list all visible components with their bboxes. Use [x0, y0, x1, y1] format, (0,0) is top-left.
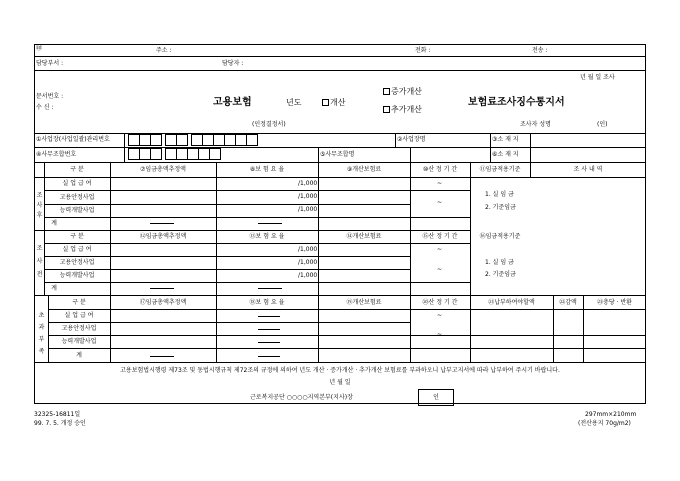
section-side-label: 족: [38, 348, 45, 355]
section-side-label: 과: [38, 324, 45, 331]
location-label: ③소 재 지: [492, 136, 519, 143]
col-header: 구 분: [70, 233, 84, 240]
divider: [395, 133, 396, 147]
col-header: ⑬보 험 요 율: [249, 233, 285, 240]
section-side-label: 사: [36, 202, 43, 209]
workplace-mgmt-no-label: ①사업장(사업일괄)관리번호: [36, 136, 110, 143]
divider: [410, 147, 411, 162]
divider: [44, 282, 470, 283]
survey-date: 년 월 일 조사: [580, 74, 615, 81]
divider: [48, 335, 646, 336]
row-label: 고용안정사업: [61, 325, 97, 332]
recipient-label: 수 신 :: [36, 104, 54, 111]
period-mark: ~: [437, 312, 443, 319]
divider: [48, 309, 646, 310]
period-mark: ~: [437, 266, 443, 273]
wage-standard-option: 2. 기준임금: [485, 271, 516, 278]
empty-cell-dash: [258, 329, 280, 330]
phone-label: 전화 :: [415, 47, 431, 54]
row-label: 능력개발사업: [59, 207, 95, 214]
col-header: ㉒감액: [559, 298, 577, 306]
col-header: ⑧보 험 요 율: [249, 166, 285, 173]
digit-box[interactable]: [150, 134, 162, 146]
empty-cell-dash: [150, 223, 174, 224]
period-mark: ~: [437, 246, 443, 253]
divider: [110, 162, 111, 295]
digit-box[interactable]: [150, 148, 162, 160]
row-label: 계: [51, 285, 57, 292]
col-header: 조 사 내 역: [573, 166, 603, 173]
divider: [48, 348, 646, 349]
divider: [318, 162, 319, 295]
paper-type: (전산용지 70g/m2): [578, 420, 631, 427]
col-header: ⑪임금적용기준: [479, 166, 521, 173]
divider: [34, 147, 646, 148]
dept-label: 담당부서 :: [36, 60, 64, 67]
option-additional: 추가개산: [383, 106, 422, 114]
section-side-label: 사: [36, 258, 43, 265]
row-label: 계: [76, 351, 82, 359]
period-mark: ~: [437, 199, 443, 206]
divider: [34, 362, 646, 363]
title-suffix: 보험료조사징수통지서: [468, 97, 565, 108]
col-header: ⑲개산보험료: [346, 298, 382, 306]
form-number: 32325-16811일: [34, 411, 81, 418]
section-side-label: 전: [36, 271, 43, 278]
row-label: 능력개발사업: [59, 272, 95, 279]
rate-unit: /1,000: [298, 272, 318, 279]
col-header: ⑭개산보험료: [346, 233, 382, 240]
divider: [470, 162, 471, 295]
fax-label: 전송 :: [532, 47, 548, 54]
agency-no-label: ④사무조합번호: [36, 151, 77, 158]
paper-size: 297mm×210mm: [585, 411, 637, 418]
divider: [124, 133, 125, 147]
col-header: ⑮산 정 기 간: [422, 233, 458, 240]
section-side-label: 조: [36, 192, 43, 199]
row-label: 실 업 급 여: [62, 180, 92, 187]
col-header: 구 분: [72, 298, 86, 306]
checkbox-open[interactable]: [322, 99, 329, 106]
rate-unit: /1,000: [298, 206, 318, 213]
section-side-label: 부: [38, 336, 45, 343]
legal-statement: 고용보험법시행령 제73조 및 동법시행규칙 제72조의 규정에 의하여 년도 개산 · 증가개산 · 추가개산 보험료를 부과하오니 납부고지서에 따라 납부하여 주시기 바랍니다.: [120, 367, 560, 374]
divider: [44, 217, 470, 218]
col-header: ⑳산 정 기 간: [422, 298, 458, 306]
wage-standard-option: 1. 실 임 금: [485, 191, 514, 198]
option-increase: 증가개산: [383, 88, 422, 96]
rate-unit: /1,000: [298, 180, 318, 187]
row-label: 실 업 급 여: [62, 246, 92, 253]
empty-cell-dash: [258, 342, 280, 343]
divider: [410, 162, 411, 295]
period-mark: ~: [437, 331, 443, 338]
section-side-label: 초: [38, 312, 45, 319]
divider: [490, 133, 491, 162]
empty-cell-dash: [258, 316, 280, 317]
rate-unit: /1,000: [298, 259, 318, 266]
digit-box[interactable]: [176, 134, 188, 146]
address-label: 주소 :: [156, 47, 172, 54]
empty-cell-dash: [258, 288, 282, 289]
col-header: ⑰임금총액추정액: [139, 298, 187, 306]
issue-date: 년 월 일: [329, 379, 351, 386]
row-label: 실 업 급 여: [64, 312, 94, 319]
divider: [318, 147, 319, 162]
checkbox-additional[interactable]: [383, 106, 390, 113]
divider: [34, 56, 646, 57]
decision-note: (인정결정서): [252, 121, 286, 128]
empty-cell-dash: [150, 356, 174, 357]
issuer-seal-box: 인: [418, 389, 454, 406]
option-open: 개산: [322, 99, 345, 107]
divider: [216, 162, 217, 295]
title-prefix: 고용보험: [213, 97, 252, 108]
row-label: 고용안정사업: [59, 259, 95, 266]
seal-mark: ㊞: [36, 45, 43, 52]
rate-unit: /1,000: [298, 193, 318, 200]
investigator-label: 조사자 성명: [520, 121, 551, 128]
period-mark: ~: [437, 180, 443, 187]
title-year: 년도: [286, 98, 302, 107]
issuer-name: 근로복지공단 ○○○○지역본부(지사)장: [250, 394, 353, 401]
row-label: 능력개발사업: [61, 338, 97, 345]
digit-box[interactable]: [209, 148, 221, 160]
empty-cell-dash: [258, 223, 282, 224]
col-header: ⑯임금적용기준: [479, 233, 521, 240]
wage-standard-option: 2. 기준임금: [485, 204, 516, 211]
wage-standard-option: 1. 실 임 금: [485, 259, 514, 266]
row-label: 계: [51, 220, 57, 227]
location-label: ⑥소 재 지: [492, 151, 519, 158]
doc-no-label: 문서번호 :: [36, 93, 64, 100]
col-header: ㉑납부하여야할액: [488, 298, 535, 306]
divider: [34, 70, 646, 71]
divider: [34, 133, 646, 134]
manager-label: 담당자 :: [222, 60, 244, 67]
investigator-seal: (인): [597, 121, 608, 128]
col-header: ⑱보 험 요 율: [249, 298, 285, 306]
digit-box[interactable]: [246, 134, 258, 146]
col-header: ⑩산 정 기 간: [422, 166, 458, 173]
section-side-label: 후: [36, 212, 43, 219]
col-header: ⑫임금총액추정액: [139, 233, 187, 240]
section-side-label: 조: [36, 245, 43, 252]
col-header: 구 분: [70, 166, 84, 173]
agency-name-label: ⑤사무조합명: [320, 151, 355, 158]
empty-cell-dash: [150, 288, 174, 289]
empty-cell-dash: [258, 356, 280, 357]
col-header: ⑦임금총액추정액: [140, 166, 186, 173]
col-header: ⑨개산보험료: [346, 166, 382, 173]
row-label: 고용안정사업: [59, 193, 95, 201]
checkbox-increase[interactable]: [383, 88, 390, 95]
col-header: ㉓충당 · 반환: [597, 298, 632, 306]
divider: [34, 177, 646, 178]
divider: [530, 133, 531, 162]
divider: [124, 147, 125, 162]
revision-note: 99. 7. 5. 개정 승인: [34, 420, 86, 427]
workplace-name-label: ②사업장명: [397, 136, 426, 143]
rate-unit: /1,000: [298, 246, 318, 253]
